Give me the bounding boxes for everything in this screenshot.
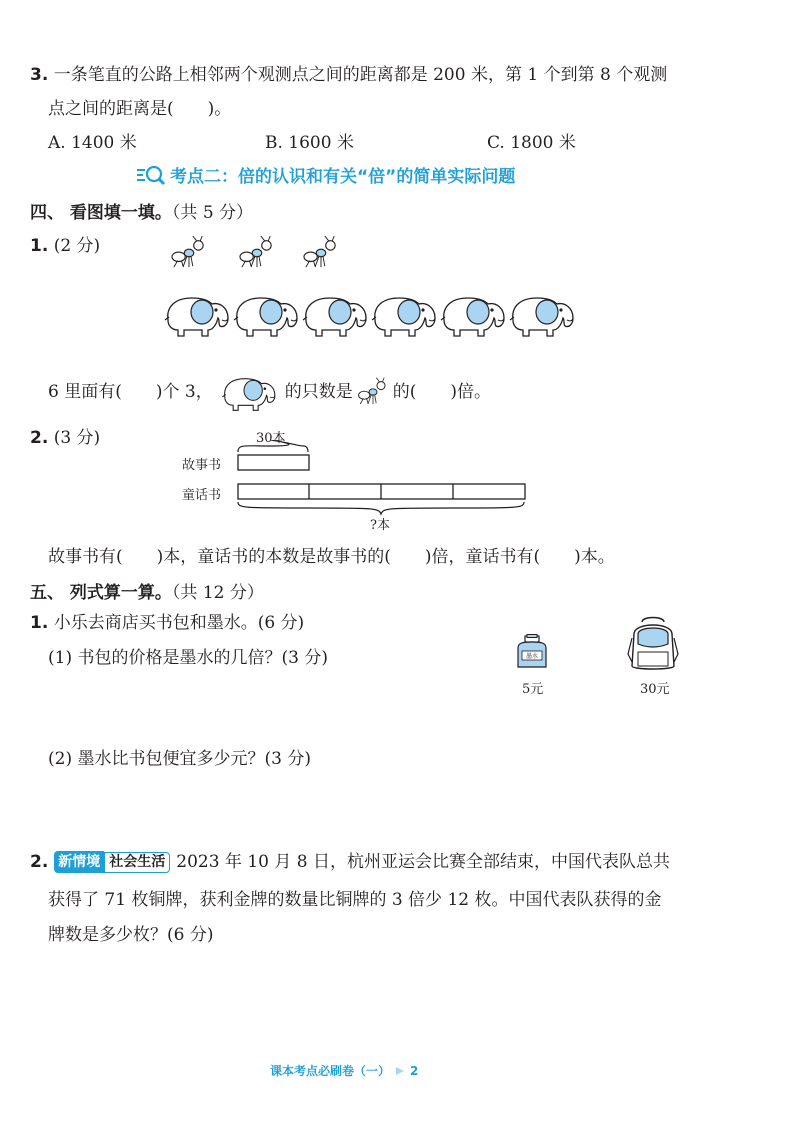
fill-text: )本。 [574,547,615,567]
elephant-icon [215,372,283,412]
ink-bottle-icon [514,634,550,670]
question-number: 3. [30,65,49,85]
problem-4-2-label [30,425,100,451]
story-book-bar [238,455,309,470]
question-text-line1: 一条笔直的公路上相邻两个观测点之间的距离都是 200 米，第 1 个到第 8 个观测 [53,65,668,85]
ink-label: 墨水 [525,653,539,660]
question-number: 1. [30,613,49,633]
section-points: （共 5 分） [171,203,254,223]
elephant-icon [165,298,228,336]
fill-text: )本，童话书的本数是故事书的( [156,547,391,567]
question-text: 点之间的距离是( [48,99,174,119]
fill-text: 的( [392,382,417,402]
elephants-row [162,290,582,342]
option-c[interactable]: C. 1800 米 [487,133,576,153]
problem-5-1 [30,610,304,636]
section-title: 四、 看图填一填。 [30,203,172,223]
question-number: 2. [30,428,49,448]
problem-4-1-text [48,372,491,412]
top-brace [238,440,308,452]
ink-price: 5元 [522,682,544,697]
kaodian-title: 考点二：倍的认识和有关“倍”的简单实际问题 [170,167,516,187]
play-arrow-icon [394,1066,406,1076]
footer-title: 课本考点必刷卷（一） [270,1064,391,1078]
tag-new-context: 新情境 [54,851,104,873]
problem-5-1-sub1: (1) 书包的价格是墨水的几倍？(3 分) [48,648,328,668]
question-score: (2 分) [53,236,101,256]
tag-social-life: 社会生活 [104,852,170,873]
elephant-icon [303,298,366,336]
fill-text: )倍。 [450,382,491,402]
backpack-icon [624,614,682,672]
bar-diagram [234,440,534,520]
kaodian-header [136,162,515,187]
bar-bottom-label: ?本 [370,518,390,533]
problem-5-2 [30,849,670,875]
ants-row [170,236,370,276]
bottom-brace [238,502,524,514]
problem-4-1-label [30,233,100,259]
problem-4-2-text [48,544,615,570]
ants-illustration [170,236,370,272]
fill-text: 的只数是 [284,382,353,402]
section-4-heading [30,198,253,223]
ant-icon [240,236,271,267]
fill-text: )个 3， [155,382,213,402]
section-title: 五、 列式算一算。 [30,583,172,603]
question-text: 2023 年 10 月 8 日，杭州亚运会比赛全部结束，中国代表队总共 [176,852,671,872]
ant-icon [304,236,335,267]
ant-icon [172,236,203,267]
problem-5-2-line2: 获得了 71 枚铜牌，获利金牌的数量比铜牌的 3 倍少 12 枚。中国代表队获得的金 [48,890,662,910]
ant-icon [357,377,389,407]
magnifier-icon [136,163,166,187]
elephant-icon [441,298,504,336]
backpack-price: 30元 [640,682,670,697]
question-number: 2. [30,852,49,872]
elephants-illustration [162,290,582,338]
elephant-icon [234,298,297,336]
elephant-icon [510,298,573,336]
question-text: )。 [207,99,232,119]
bar-label-fairy: 童话书 [182,488,222,503]
page-footer [270,1062,418,1079]
section-5-heading [30,578,264,603]
question-score: (3 分) [53,428,101,448]
fill-text: )倍，童话书有( [424,547,541,567]
fill-text: 6 里面有( [48,382,122,402]
problem-5-2-line3: 牌数是多少枚？(6 分) [48,925,214,945]
problem-5-1-sub2: (2) 墨水比书包便宜多少元？(3 分) [48,749,311,769]
option-a[interactable]: A. 1400 米 [48,133,137,153]
page-number: 2 [410,1063,419,1078]
bar-top-label: 30本 [256,431,286,446]
question-3 [30,62,667,88]
elephant-icon [372,298,435,336]
question-text: 小乐去商店买书包和墨水。(6 分) [53,613,305,633]
option-b[interactable]: B. 1600 米 [265,133,354,153]
fill-text: 故事书有( [48,547,123,567]
section-points: （共 12 分） [171,583,264,603]
bar-label-story: 故事书 [182,458,222,473]
question-number: 1. [30,236,49,256]
question-3-line2 [48,96,231,122]
